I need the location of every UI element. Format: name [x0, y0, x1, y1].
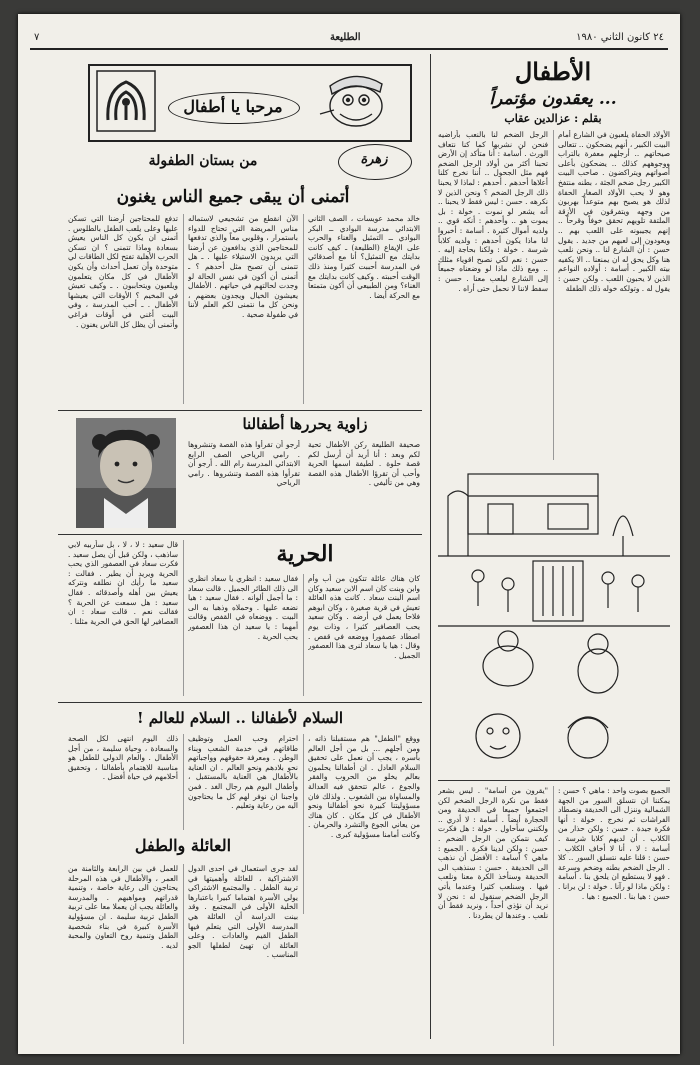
- story-column: فقال سعيد : انظري يا سعاد انظري الى ذلك الطائر الجميل . قالت سعاد : ما أجمل ألوانه . فقال سعيد : هيا نضعه عليها . وحملاه وذهبا به الى البيت . ووضعاه في القفص وقالت أمهما : يا سعيد ان هذا العصفور يحب الحرية .: [188, 574, 298, 641]
- column-divider: [183, 540, 184, 696]
- children-illustration: [438, 466, 670, 776]
- article-byline: بقلم : عزالدين عقاب: [504, 112, 602, 125]
- column-divider: [183, 734, 184, 830]
- newspaper-page: [18, 14, 680, 1054]
- story-column: قال سعيد : لا ، لا ، بل سأربيه لابي ساذهب ، ولكن قبل أن يصل سعيد . فكرت سعاد في العصفور الذي يحب الحرية ويريد أن يطير . فقالت : سعيد ما رأيك ان نطلقه ونتركه يعيش بين أهله وأصدقائه . فقال سعيد : هل سمعت عن الحرية ؟ فقالت نعم . قالت سعاد : ان العصافير لها الحق في الحرية مثلنا .: [68, 540, 178, 626]
- letter-column: صحيفة الطليعة ركن الأطفال تحية لكم وبعد : أنا أريد أن أرسل لكم قصة حلوة . لطيفة اسمها الحرية وأحب أن تقرؤا الأطفال هذه القصة وهي من تأليفي .: [308, 440, 420, 488]
- column-divider: [553, 130, 554, 460]
- column-divider: [303, 574, 304, 696]
- page-header: [30, 32, 668, 50]
- column-divider: [553, 786, 554, 1046]
- issue-date: ٢٤ كانون الثاني ١٩٨٠: [576, 32, 664, 43]
- peace-column: احترام وحب العمل وتوظيف طاقاتهم في خدمة الشعب وبناء الوطن . ومعرفة حقوقهم وواجباتهم نحو بلادهم ونحو العالم . ان العناية بالأطفال هي العناية بالمستقبل ، وأطفال اليوم هم رجال الغد . فمن واجبنا ان نوفر لهم كل ما يحتاجون اليه من رعاية وتعليم .: [188, 734, 298, 811]
- article-title-line1: الأطفال: [514, 57, 592, 86]
- column-divider: [303, 734, 304, 914]
- page-number: ٧: [34, 32, 40, 43]
- corner-title: زاوية يحررها أطفالنا: [242, 415, 368, 433]
- story-title: الحرية: [276, 541, 334, 567]
- article-column: خالد محمد عويسات ، الصف الثاني الابتدائي مدرسة البوادي ــ البكر البوادي ــ التمثيل والغناء والحرب على الإيقاع (الطليعة) ـ كيف كانت بدايتك مع التمثيل؟ أنا مع أصدقائي في المدرسة أحببت كثيرا ومنذ ذلك الوقت أحببته . وكيف كانت بدايتك مع الغناء؟ ومن الطبيعي أن أكون متمتعا مع الحركة أيضا .: [308, 214, 420, 300]
- section-kicker: من بستان الطفولة: [148, 153, 258, 169]
- section-divider: [58, 702, 422, 703]
- letter-column: أرجو أن تقرأوا هذه القصة وتنشروها . رامي الرياحي الصف الرابع الابتدائي المدرسة رام الله . أرجو أن تقرأوا هذه القصة وتنشروها . رامي الرياحي: [188, 440, 300, 488]
- family-column: للعمل في بين الرابعة والثامنة من العمر ، والأطفال في هذه المرحلة يحتاجون الى رعاية خاصة ، وتنمية قدراتهم ومواهبهم . والمدرسة والعائلة يجب ان يعملا معا على تربية الطفل تربية سليمة . ان مسؤولية الأسرة كبيرة في بناء شخصية الطفل وتنمية روح التعاون والمحبة لديه .: [68, 864, 178, 950]
- story-column: كان هناك عائلة تتكون من أب وأم وابن وبنت كان اسم الابن سعيد وكان اسم البنت سعاد . كانت هذه العائلة تعيش في قرية صغيرة ، وكان ابوهم فلاحا يعمل في أرضه . وكان سعيد يحب العصافير كثيرا ، وذات يوم اصطاد عصفورا ووضعه في قفص . وقال : هيا يا سعاد لنرى هذا العصفور الجميل .: [308, 574, 420, 660]
- article-column: الآن انقطع من تشجيعي لاستماله مناس المريضة التي تحتاج للدواء باستمرار ، وقلوبي معاً والذي تدفعها للمحتاجين الذي يدافعون عن أرضنا التي يريدون الاستيلاء عليها . ـ هل تتمنى أن تصبح مثل أحدهم ؟ ـ أتمنى أن أكون في نفس الحالة لو وجدت لحالتهم في حياتهم . الأطفال يعيشون الخيال ويجدون بعضهم ، ونحن كل ما نتمنى لكم العلم لأننا في طفولة صحية .: [188, 214, 298, 319]
- article-column: الرجل الضخم لنا بالنعب بأراضيه فنحن لن نشربها كما كنا نتعاف الورث . أسامة : أنا متأكد إن الأرض تحبنا أكثر من أولاد الرجل الضخم فهم مثل الجحول .. أننا نخرج كلنا أعلاها أحدهم . أحدهم : لماذا لا يحبنا ذلك الرجل الضخم ؟ ونحن الذين لا نكرهه . حسن : ليس فقط لا يحبنا .. أنه يشعر لو نموت . خولة : بل يموت هو .. وأحدهم : أنكه قوي .. ولديه أموال كثيرة . أسامة : أخبروا لنا ماذا يكون أحدهم : ولديه كلاباً شرسة . خولة : ولكنا بحاجة إليه . حسن : نعم لكي نصبح اقوياء مثلك .. ومع ذلك ماذا لو وضعناه جميعاً إلى الشارع ليلعب معنا . حسن : سفط لاننا لا نحمل حتى أراه .: [438, 130, 548, 293]
- peace-title: السلام لأطفالنا .. السلام للعالم !: [136, 709, 344, 727]
- article-column: الأولاد الحفاة يلعبون في الشارع أمام البيت الكبير ، أنهم يضحكون .. تتعالى صيحاتهم .. أرجلهم معفرة بالتراب ووجوههم كذلك .. يضحكون بأعلى أصواتهم ويتراكضون . صاحب البيت الكبير رجل ضخم الجثة ، بطنه منتفخ وهو لا يحب الأولاد الصغار الحفاة لذلك هو يصيح بهم متوعداً بهربون من وجهه ويتفرقون في الأزقة الملتفة تلويهم تحقق خوفاً وقرحاً .. إنهم يجيبونه على اللعب بهم .. ويعودون إلى لعبهم من جديد . يقول حسن : أن الشارع لنا .. ونحن نلعب هنا وكل يحق له ان يمنعنا .. الا يكفيه بيته الكبير . أسامة : أولاده النواعم الذين لا يحبون اللعب . ولكن حسن : يقول له . وتولكه خوله ذلك الطفلة: [558, 130, 670, 293]
- child-photo: [76, 418, 176, 528]
- peace-column: ذلك اليوم انتهى لكل الصحة والسعادة ، وحياة سليمة ، من أجل الأطفال . والعام الدولي للطفل هو مناسبة للاهتمام بأطفالنا ، وتحقيق أحلامهم في حياة أفضل .: [68, 734, 178, 782]
- badge-label: زهرة: [360, 152, 388, 167]
- section-divider: [438, 780, 670, 781]
- family-column: لقد جرى استعمال في احدى الدول الاشتراكية ، للعائلة وأهميتها في تربية الطفل . والمجتمع الاشتراكي يولي الأسرة اهتماما كبيرا باعتبارها الخلية الأولى في المجتمع . وقد بينت الدراسة أن العائلة هي المدرسة الأولى التي يتعلم فيها الطفل القيم والعادات . وعلى العائلة ان تهيئ لطفلها الجو المناسب .: [188, 864, 298, 960]
- article-headline: أتمنى أن يبقى جميع الناس يغنون: [116, 187, 350, 207]
- iyc-emblem-icon: [96, 70, 156, 132]
- column-divider: [183, 214, 184, 404]
- family-title: العائلة والطفل: [134, 836, 232, 855]
- column-divider: [183, 864, 184, 1044]
- article-title-line2: ... يعقدون مؤتمراً: [489, 89, 617, 109]
- banner-title: مرحبا يا أطفال: [183, 97, 283, 116]
- column-divider: [430, 54, 431, 1039]
- peace-column: ووقع "الطفل" هم مستقبلنا ذاته ، ومن أجلهم ... بل من أجل العالم بأسره ، يجب أن نعمل على تحقيق السلام العادل . ان أطفالنا يحلمون بعالم يخلو من الحروب والفقر والجوع ، عالم تتحقق فيه العدالة والمساواة بين الشعوب . ولذلك فان مسؤوليتنا كبيرة نحو أطفالنا ونحو الأطفال في كل مكان . كان هناك من يعاني الجوع والتشرد والحرمان . وكانت أمامنا مسؤولية كبرى .: [308, 734, 420, 839]
- section-divider: [58, 410, 422, 411]
- paper-name: الطليعة: [330, 32, 361, 43]
- column-divider: [303, 214, 304, 404]
- dialogue-column: "يقرون من أسامة" . ليس بشعر فقط من نكرة الرجل الضخم لكن اجتمعوا جميعا في الحديقة ومن الحجارة أيضاً . أسامة : لا أدري .. ولكنني سأحاول . خولة : هل فكرت كيف نتمكن من الرجل الضخم . حسن : ولكن لدينا فكرة . الجميع : ماهي ؟ أسامة : الأفضل أن نذهب الى الحديقة . حسن : سنذهب الى الحديقة وسنأخذ الكرة معنا ونلعب فيها . وسنلعب كثيرا وعندما يأتي الرجل الضخم سنقول له : نحن لا نريد أن نؤذي أحداً ، ونريد فقط أن نلعب . وعندها لن يطردنا .: [438, 786, 548, 920]
- dialogue-column: الجميع بصوت واحد : ماهي ؟ حسن : يمكننا ان نتسلق السور من الجهة الشمالية وننزل الى الحديقة ونصطاد الفراشات ثم نخرج . خولة : أنها فكرة جيدة . حسن : ولكن حذار من الكلاب . أن لديهم كلابا شرسة . أسامة : لا ، أنا لا أخاف الكلاب . حسن : قلنا عليه نتسلق السور .. كلا . الرجل الضخم بطنه وضخم وسرعة . فهو لا يستطيع ان يلحق بنا . أسامة : ولكن ماذا لو رآنا . خولة : لن يرانا . حسن : هيا بنا . الجميع : هيا .: [558, 786, 670, 901]
- article-column: تدفع للمحتاجين أرضنا التي تسكن عليها وعلى يلعب الطفل بالطلوس . أتمنى ان يكون كل الناس يعيش بسعادة وماذا تتمنى ؟ ان تسكن الحرب الأهلية تفتح لكل الطاقات لي متوحدة وأن تعمل أحداث وأن يكون الأطفال في كل مكان يتعلمون ويلعبون ويتحاببون . ـ وكيف تعيش في المخيم ؟ الأوقات التي يعيشها الأطفال . ـ أحب المدرسة ، وفي البيت أغني في أوقات فراغي وأتمنى أن يظل كل الناس يغنون .: [68, 214, 178, 329]
- section-divider: [58, 534, 422, 535]
- cartoon-face-icon: [310, 68, 400, 134]
